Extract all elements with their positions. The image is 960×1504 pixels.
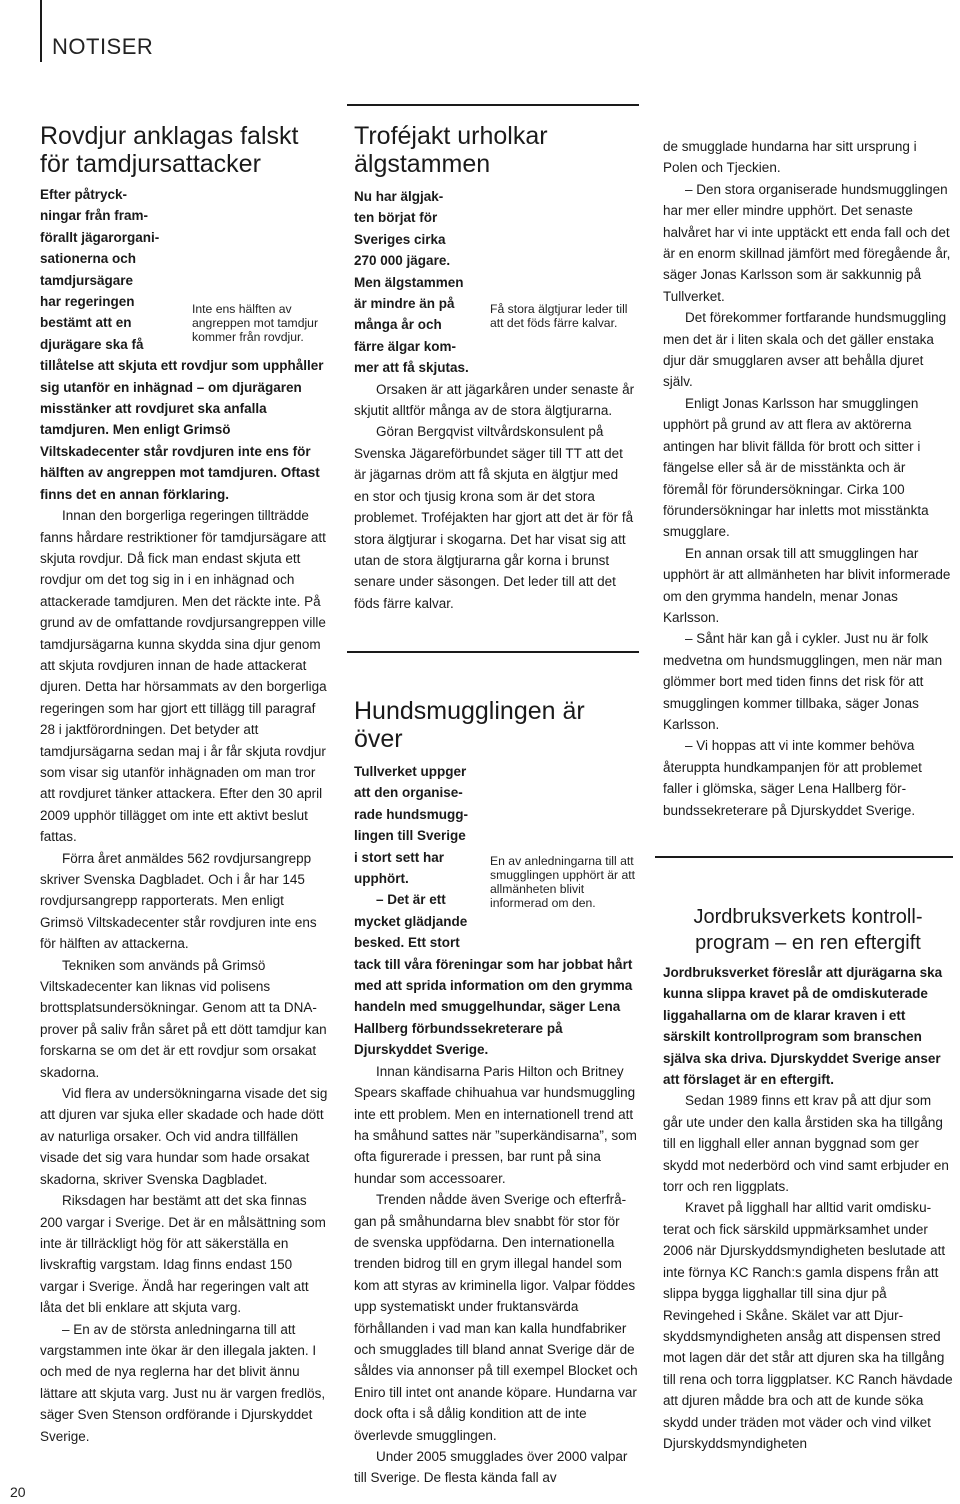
article-hundsmuggling-continued (663, 136, 951, 821)
article-paragraph: de smugglade hundarna har sitt ursprung i Polen och Tjeckien. (663, 139, 917, 176)
article-paragraph: Tekniken som används på Grimsö Viltskadecenter kan liknas vid polisens brottsplatsundersökningar. Genom att ta DNA-prover på saliv från såret på ett dött tamdjur kan forskarna se om det är ett rovdjur som orsakat skadorna. (40, 957, 327, 1080)
article-paragraph: Trenden nådde även Sverige och efterfrågan på småhundarna blev snabbt för stor för de svenska uppfödarna. Den internationella trenden bidrog till en grym illegal handel som kom att styras av kriminella ligor. Valpar föddes upp systematiskt under fruktansvärda förhållanden i vad man kan kalla hundfabriker och smugglades till bland annat Sverige där de såldes via annonser på till exempel Blocket och Eniro till intet ont anande köpare. Hundarna var dock ofta i så dålig kondition att de inte överlevde smugglingen. (354, 1192, 638, 1443)
image-caption: Få stora älgtjurar leder till att det föds färre kalvar. (490, 302, 628, 330)
article-title: Rovdjur anklagas falskt för tamdjursattacker (40, 122, 299, 178)
article-lead: Tullverket uppger att den organise- rade hundsmugg- lingen till Sverige i stort sett har upphört. – Det är ett mycket glädjande besked. Ett stort (354, 764, 468, 951)
article-paragraph: Förra året anmäldes 562 rovdjursangrepp skriver Svenska Dagbladet. Och i år har 145 rovdjursangrepp rapporterats. Men enligt Grimsö Viltskadecenter står rovdjuren inte ens för hälften av attackerna. (40, 850, 317, 952)
article-title: Jordbruksverkets kontrollprogram – en ren eftergift (693, 906, 923, 954)
image-caption: Inte ens hälften av angreppen mot tamdjur kommer från rovdjur. (192, 302, 319, 344)
article-lead: Nu har älgjak- ten börjat för Sveriges cirka 270 000 jägare. Men älgstammen är mindre än på många år och färre älgar kom- mer att få skjutas. (354, 189, 469, 376)
article-paragraph: Det förekommer fortfarande hundsmuggling men det är i liten skala och det gäller enstaka djur där smugglaren avser att behålla djuret själv. (663, 310, 947, 390)
article-paragraph: – Den stora organiserade hundsmugglingen har mer eller mindre upphört. Det senaste halvåret har vi inte upptäckt ett enda fall och det är en enorm skillnad jämfört med föregående år, säger Jonas Karlsson som är sakkunnig på Tullverket. (663, 181, 951, 304)
article-paragraph: En annan orsak till att smugglingen har upphört är att allmänheten har blivit informerade om den grymma handeln, menar Jonas Karlsson. (663, 545, 951, 625)
article-paragraph: – Vi hoppas att vi inte kommer behöva återuppta hundkampanjen för att problemet faller i glömska, säger Lena Hallberg förbundssekreterare på Djurskyddet Sverige. (663, 738, 922, 818)
image-caption: En av anledningarna till att smugglingen upphört är att allmänheten blivit informerad om den. (490, 854, 635, 910)
section-label: NOTISER (52, 34, 154, 59)
article-paragraph: Under 2005 smugglades över 2000 valpar till Sverige. De flesta kända fall av (354, 1449, 628, 1486)
article-paragraph: Orsaken är att jägarkåren under senaste år skjutit alltför många av de stora älgtjurarna. (354, 381, 635, 419)
article-paragraph: – En av de största anledningarna till att vargstammen inte ökar är den illegala jakten. I och med de nya reglerna har det blivit ännu lättare att skjuta varg. Just nu är vargen fredlös, säger Sven Stenson ordförande i Djurskyddet Sverige. (40, 1321, 326, 1444)
article-paragraph: – Sånt här kan gå i cykler. Just nu är folk medvetna om hundsmugglingen, men när man glömmer bort med tiden finns det risk för att smugglingen kommer tillbaka, säger Jonas Karlsson. (663, 631, 943, 732)
column-rule (347, 104, 639, 106)
article-lead-rest: tillåtelse att skjuta ett rovdjur som upphåller sig utanför en inhägnad – om djurägaren misstänker att rovdjuret ska anfalla tamdjuren. Men enligt Grimsö Viltskadecenter står rovdjuren inte ens för hälften av angreppen mot tamdjuren. Oftast finns det en annan förklaring. (40, 358, 324, 502)
article-paragraph: Innan kändisarna Paris Hilton och Britney Spears skaffade chihuahua var hundsmuggling inte ett problem. Men en internationell trend att ha småhund sattes när ”superkändisarna”, som ofta figurerade i pressen, bar runt på sina hundar som accessoarer. (354, 1063, 637, 1186)
article-jordbruksverket (663, 904, 953, 1454)
article-lead-rest: tack till våra föreningar som har jobbat hårt med att sprida information om den grymma handeln med smuggelhundar, säger Lena Hallberg förbundssekreterare på Djurskyddet Sverige. (354, 956, 633, 1058)
article-paragraph: Vid flera av undersökningarna visade det sig att djuren var sjuka eller skadade och hade dött av naturliga orsaker. Och vid andra tillfällen visade det sig vara hundar som hade orsakat skadorna, skriver Svenska Dagbladet. (40, 1086, 328, 1187)
article-trofejakt (354, 122, 636, 614)
article-hundsmuggling (354, 697, 638, 1489)
column-rule (347, 651, 639, 653)
article-paragraph: Innan den borgerliga regeringen tillträdde fanns hårdare restriktioner för tamdjursägare att skjuta rovdjur. Då fick man endast skjuta ett rovdjur om det tog sig in i en inhägnad och attackerade tamdjuren. Men det räckte inte. På grund av de omfattande rovdjursangreppen ville tamdjursägarna kunna skydda sina djur genom att skjuta rovdjuren innan de hade attackerat djuren. Detta har hörsammats av den borgerliga regeringen som har gjort ett tillägg till paragraf 28 i jaktförordningen. Det betyder att tamdjursägarna sedan maj i år får skjuta rovdjur som visar sig utanför inhägnaden om man tror att rovdjuret tänker attackera. Efter den 30 april 2009 upphör tillägget om inte ett aktivt beslut fattas. (40, 508, 327, 845)
article-paragraph: Sedan 1989 finns ett krav på att djur som går ute under den kalla årstiden ska ha tillgång till en ligghall eller annan byggnad som ger skydd mot nederbörd och vind samt erbjuder en torr och ren liggplats. (663, 1093, 949, 1195)
article-paragraph: Riksdagen har bestämt att det ska finnas 200 vargar i Sverige. Det är en målsättning som inte är tillräckligt hög för att säkerställa en livskraftig vargstam. Idag finns endast 150 vargar i Sverige. Ändå har regeringen valt att låta det bli enklare att skjuta varg. (40, 1193, 326, 1316)
article-title: Hundsmugglingen är över (354, 697, 585, 753)
article-paragraph: Kravet på ligghall har alltid varit omdiskuterat och fick särskild uppmärksamhet under 2006 när Djurskyddsmyndigheten beslutade att inte förnya KC Ranch:s gamla dispens från att slippa bygga ligghallar till sina djur på Revingehed i Skåne. Skälet var att Djurskyddsmyndigheten ansåg att dispensen stred mot lagen där det står att djuren ska ha tillgång till rena och torra liggplatser. KC Ranch hävdade att djuren mådde bra och att de kunde söka skydd under träden mot väder och vind vilket Djurskyddsmyndigheten (663, 1200, 953, 1451)
article-paragraph: Göran Bergqvist viltvårdskonsulent på Svenska Jägareförbundet säger till TT att det är jägarnas dröm att få skjuta en älgtjur med en stor och tjusig krona som är det stora problemet. Troféjakten har gjort att det är för få stora älgtjurar i skogarna. Det har visat sig att utan de stora älgtjurarna går korna i brunst senare under säsongen. Det leder till att det föds färre kalvar. (354, 424, 634, 611)
article-title: Troféjakt urholkar älgstammen (354, 122, 548, 178)
header-rule (40, 0, 42, 62)
page-number: 20 (10, 1484, 26, 1500)
article-lead: Jordbruksverket föreslår att djurägarna ska kunna slippa kravet på de omdiskuterade liggahallarna om de klarar kraven i ett särskilt kontrollprogram som branschen själva ska driva. Djurskyddet Sverige anser att förslaget är en eftergift. (663, 965, 943, 1088)
article-paragraph: Enligt Jonas Karlsson har smugglingen upphört på grund av att flera av aktörerna antingen har blivit fällda för brott och sitter i fängelse eller så är de misstänkta och är föremål för förundersökningar. Cirka 100 förundersökningar har inletts mot misstänkta smugglare. (663, 395, 929, 540)
column-rule (655, 856, 953, 858)
article-lead: Efter påtryck- ningar från fram- förallt jägarorgani- sationerna och tamdjursägare har regeringen bestämt att en djurägare ska få (40, 187, 160, 352)
